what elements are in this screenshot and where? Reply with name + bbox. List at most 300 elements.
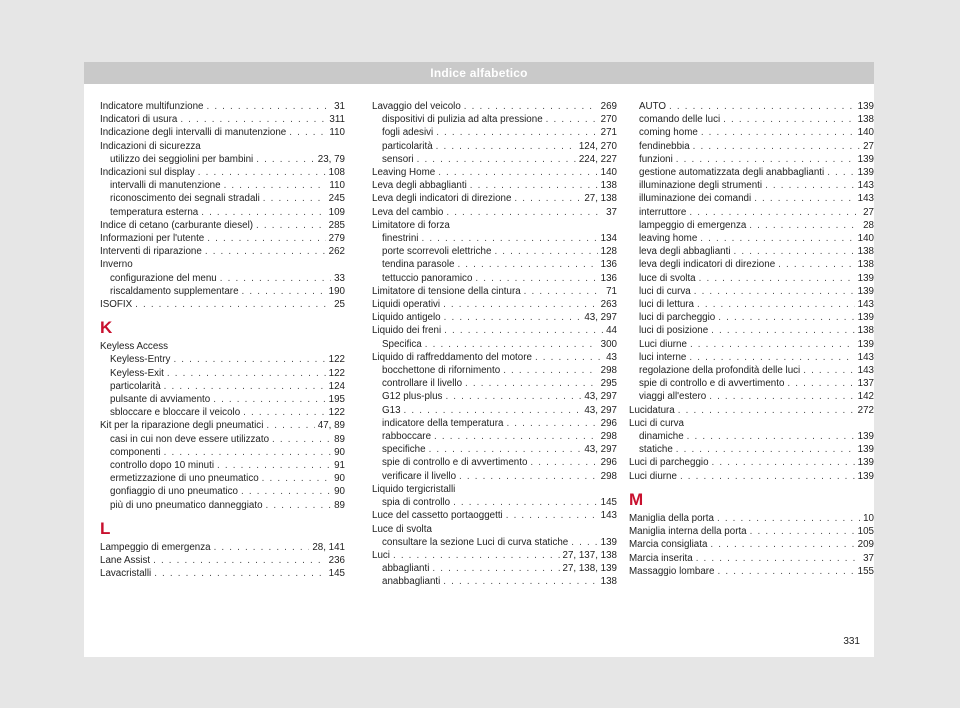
index-entry-page: 138 [857, 246, 874, 258]
dot-leader [464, 100, 598, 113]
index-subentry [372, 338, 617, 351]
index-entry-page: 298 [600, 365, 617, 377]
index-entry-page: 124 [328, 380, 345, 392]
index-heading: Luci di curva [629, 417, 684, 429]
index-entry-label: Liquidi operativi [372, 299, 441, 311]
index-entry [100, 541, 345, 554]
dot-leader [443, 575, 597, 588]
dot-leader [393, 549, 560, 562]
index-entry-label: porte scorrevoli elettriche [382, 246, 492, 258]
index-entry [100, 232, 345, 245]
dot-leader [164, 380, 326, 393]
index-entry-page: 138 [857, 259, 874, 271]
index-subentry [372, 390, 617, 403]
index-section-letter: M [629, 489, 644, 509]
index-entry-label: Luci diurne [639, 338, 687, 350]
index-entry-label: leaving home [639, 233, 698, 245]
index-entry-page: 136 [600, 272, 617, 284]
index-entry-label: luci interne [639, 351, 687, 363]
index-entry-page: 143 [857, 365, 874, 377]
index-entry-label: Indicatori di usura [100, 114, 178, 126]
dot-leader [694, 285, 855, 298]
index-entry-label: Lavacristalli [100, 568, 152, 580]
index-heading: Inverno [100, 259, 133, 271]
dot-leader [711, 324, 854, 337]
index-entry-page: 90 [334, 486, 345, 498]
index-entry-label: Lampeggio di emergenza [100, 541, 211, 553]
index-entry-label: statiche [639, 444, 673, 456]
dot-leader [457, 258, 597, 271]
index-entry-page: 27 [863, 206, 874, 218]
index-entry-label: Interventi di riparazione [100, 246, 202, 258]
index-subentry [100, 353, 345, 366]
index-entry-page: 270 [600, 114, 617, 126]
index-entry-label: controllo dopo 10 minuti [110, 460, 215, 472]
dot-leader [444, 311, 582, 324]
index-subentry [629, 272, 874, 285]
index-entry-label: luci di parcheggio [639, 312, 716, 324]
index-entry-page: 105 [857, 526, 874, 538]
index-entry-label: dinamiche [639, 431, 684, 443]
dot-leader [417, 153, 576, 166]
index-subentry [629, 311, 874, 324]
dot-leader [765, 179, 855, 192]
index-entry-page: 91 [334, 460, 345, 472]
index-entry-label: verificare il livello [382, 470, 457, 482]
index-entry-page: 43, 297 [584, 404, 617, 416]
dot-leader [436, 126, 597, 139]
index-entry-label: illuminazione dei comandi [639, 193, 752, 205]
dot-leader [438, 166, 597, 179]
index-entry-page: 139 [600, 536, 617, 548]
index-entry-page: 269 [600, 101, 617, 112]
index-entry-label: Leva degli abbaglianti [372, 180, 467, 192]
index-entry-label: Indice di cetano (carburante diesel) [100, 219, 254, 231]
dot-leader [676, 153, 855, 166]
dot-leader [717, 512, 860, 525]
dot-leader [754, 192, 854, 205]
index-entry-label: regolazione della profondità delle luci [639, 365, 801, 377]
index-heading: Liquido tergicristalli [372, 483, 456, 495]
dot-leader [429, 443, 582, 456]
dot-leader [514, 192, 581, 205]
index-entry-page: 33 [334, 272, 345, 284]
index-entry-label: Kit per la riparazione degli pneumatici [100, 420, 264, 432]
dot-leader [524, 285, 603, 298]
index-entry-page: 209 [857, 539, 874, 551]
index-entry-page: 44 [606, 325, 617, 337]
index-subentry [629, 179, 874, 192]
index-entry [629, 525, 874, 538]
dot-leader [214, 541, 310, 554]
index-entry-page: 295 [600, 378, 617, 390]
index-entry-label: Keyless-Exit [110, 367, 164, 379]
index-entry-label: leva degli abbaglianti [639, 246, 731, 258]
index-entry [100, 419, 345, 432]
dot-leader [803, 364, 854, 377]
index-entry-label: Lucidatura [629, 404, 675, 416]
index-subentry [629, 364, 874, 377]
index-column-2 [372, 100, 617, 589]
index-entry-label: Luci diurne [629, 470, 677, 482]
index-entry-page: 25 [334, 299, 345, 311]
dot-leader [434, 430, 598, 443]
index-subentry [629, 100, 874, 113]
index-entry-page: 139 [857, 431, 874, 443]
dot-leader [459, 470, 598, 483]
index-subentry [372, 364, 617, 377]
index-entry-label: leva degli indicatori di direzione [639, 259, 776, 271]
index-column-1 [100, 100, 345, 581]
index-subentry [372, 443, 617, 456]
index-subentry [100, 285, 345, 298]
index-entry-page: 262 [328, 246, 345, 258]
dot-leader [241, 485, 331, 498]
index-heading: Keyless Access [100, 341, 169, 353]
index-entry-page: 279 [328, 233, 345, 245]
index-entry-label: gonfiaggio di uno pneumatico [110, 486, 239, 498]
index-entry-label: Marcia inserita [629, 552, 693, 564]
index-subentry [372, 456, 617, 469]
dot-leader [167, 367, 326, 380]
dot-leader [749, 219, 860, 232]
index-heading: Indicazioni di sicurezza [100, 140, 201, 152]
index-entry-page: 23, 79 [317, 153, 345, 165]
index-subentry [372, 272, 617, 285]
dot-leader [206, 100, 331, 113]
index-entry-page: 143 [857, 180, 874, 192]
index-entry-page: 27, 138 [584, 193, 617, 205]
index-subentry [372, 153, 617, 166]
index-entry-label: G13 [382, 404, 401, 416]
dot-leader [205, 245, 326, 258]
index-subentry [100, 380, 345, 393]
index-entry-page: 139 [857, 153, 874, 165]
index-entry-label: comando delle luci [639, 114, 721, 126]
dot-leader [453, 496, 598, 509]
index-entry-page: 143 [857, 193, 874, 205]
dot-leader [154, 567, 325, 580]
dot-leader [201, 206, 325, 219]
page-title: Indice alfabetico [430, 66, 528, 80]
index-entry-label: indicatore della temperatura [382, 417, 504, 429]
index-entry-label: ISOFIX [100, 299, 133, 311]
index-entry [372, 285, 617, 298]
dot-leader [164, 446, 331, 459]
dot-leader [696, 552, 860, 565]
index-entry [100, 166, 345, 179]
dot-leader [535, 351, 603, 364]
index-entry-page: 37 [606, 206, 617, 218]
dot-leader [506, 417, 597, 430]
dot-leader [827, 166, 854, 179]
index-entry-page: 298 [600, 431, 617, 443]
dot-leader [217, 459, 331, 472]
index-entry-label: Luci [372, 549, 390, 561]
index-entry-label: Indicazione degli intervalli di manutenzione [100, 127, 287, 139]
index-entry-label: bocchettone di rifornimento [382, 365, 501, 377]
index-entry-label: Lane Assist [100, 555, 151, 567]
dot-leader [243, 406, 325, 419]
index-entry-label: Informazioni per l'utente [100, 233, 205, 245]
index-entry-page: 71 [606, 285, 617, 297]
index-subentry [372, 140, 617, 153]
index-entry-page: 140 [857, 233, 874, 245]
dot-leader [571, 536, 597, 549]
index-entry-page: 27, 137, 138 [562, 549, 617, 561]
index-entry-page: 245 [328, 193, 345, 205]
dot-leader [436, 140, 576, 153]
index-entry-page: 134 [600, 233, 617, 245]
index-subentry [629, 390, 874, 403]
index-entry-page: 139 [857, 167, 874, 179]
index-entry-page: 143 [857, 299, 874, 311]
dot-leader [213, 393, 325, 406]
index-entry [629, 552, 874, 565]
index-entry-label: Luce del cassetto portaoggetti [372, 510, 503, 522]
index-entry-page: 143 [857, 351, 874, 363]
dot-leader [475, 272, 597, 285]
index-entry [372, 206, 617, 219]
index-entry-page: 145 [328, 568, 345, 580]
index-entry-page: 139 [857, 101, 874, 112]
index-subentry [372, 536, 617, 549]
index-subentry [100, 179, 345, 192]
index-entry-page: 122 [328, 407, 345, 419]
dot-leader [669, 100, 855, 113]
dot-leader [676, 443, 855, 456]
index-entry-page: 285 [328, 219, 345, 231]
index-entry-page: 296 [600, 457, 617, 469]
dot-leader [404, 404, 582, 417]
index-subentry [372, 232, 617, 245]
index-entry-page: 271 [600, 127, 617, 139]
dot-leader [678, 404, 855, 417]
dot-leader [262, 472, 331, 485]
index-entry [629, 538, 874, 551]
index-entry [372, 192, 617, 205]
index-entry-label: sbloccare e bloccare il veicolo [110, 407, 241, 419]
index-entry-page: 90 [334, 473, 345, 485]
index-entry-page: 10 [863, 512, 874, 524]
dot-leader [256, 153, 315, 166]
index-subentry [100, 367, 345, 380]
index-entry-label: utilizzo dei seggiolini per bambini [110, 153, 254, 165]
index-entry-label: Limitatore di tensione della cintura [372, 285, 521, 297]
index-subentry [629, 285, 874, 298]
index-entry-page: 298 [600, 470, 617, 482]
index-entry-label: rabboccare [382, 431, 432, 443]
index-entry-page: 122 [328, 367, 345, 379]
index-entry [100, 100, 345, 113]
index-entry-page: 136 [600, 259, 617, 271]
dot-leader [710, 538, 854, 551]
index-entry [100, 113, 345, 126]
index-entry-label: luci di posizione [639, 325, 709, 337]
index-entry-label: spie di controllo e di avvertimento [382, 457, 528, 469]
index-entry-label: Leva degli indicatori di direzione [372, 193, 512, 205]
dot-leader [712, 456, 855, 469]
index-entry-page: 155 [857, 565, 874, 577]
index-entry-label: Maniglia interna della porta [629, 526, 747, 538]
index-subentry [629, 351, 874, 364]
dot-leader [266, 499, 332, 512]
index-entry [372, 179, 617, 192]
index-entry-label: ermetizzazione di uno pneumatico [110, 473, 259, 485]
index-entry-label: Liquido di raffreddamento del motore [372, 351, 532, 363]
index-subentry [629, 206, 874, 219]
dot-leader [198, 166, 326, 179]
dot-leader [173, 353, 325, 366]
index-entry-label: anabbaglianti [382, 576, 441, 588]
index-entry [100, 554, 345, 567]
index-subentry [629, 258, 874, 271]
dot-leader [266, 419, 314, 432]
index-subentry [372, 430, 617, 443]
index-entry-label: gestione automatizzata degli anabbaglianti [639, 167, 825, 179]
index-entry-page: 109 [328, 206, 345, 218]
index-entry-page: 236 [328, 555, 345, 567]
index-entry [372, 100, 617, 113]
dot-leader [444, 324, 603, 337]
dot-leader [256, 219, 326, 232]
index-subentry [100, 433, 345, 446]
page-number: 331 [843, 636, 860, 647]
index-entry-label: casi in cui non deve essere utilizzato [110, 433, 270, 445]
dot-leader [687, 430, 855, 443]
dot-leader [207, 232, 325, 245]
index-subentry [372, 417, 617, 430]
index-entry-page: 224, 227 [578, 153, 617, 165]
dot-leader [180, 113, 326, 126]
index-entry-label: Indicatore multifunzione [100, 101, 204, 112]
dot-leader [750, 525, 855, 538]
dot-leader [242, 285, 326, 298]
dot-leader [263, 192, 326, 205]
index-subentry [629, 298, 874, 311]
dot-leader [718, 311, 854, 324]
index-entry [372, 509, 617, 522]
dot-leader [421, 232, 597, 245]
index-column-3 [629, 100, 874, 578]
dot-leader [224, 179, 327, 192]
index-entry-label: Maniglia della porta [629, 512, 714, 524]
index-entry-label: finestrini [382, 233, 419, 245]
index-entry-page: 139 [857, 338, 874, 350]
index-entry-label: particolarità [110, 380, 161, 392]
dot-leader [689, 351, 854, 364]
index-entry-label: riscaldamento supplementare [110, 285, 239, 297]
index-page [84, 62, 874, 657]
index-subentry [629, 166, 874, 179]
index-subentry [629, 113, 874, 126]
index-entry [372, 311, 617, 324]
index-entry [629, 512, 874, 525]
index-entry-label: AUTO [639, 101, 667, 112]
index-entry-page: 139 [857, 470, 874, 482]
index-entry-label: sensori [382, 153, 414, 165]
index-subentry [629, 430, 874, 443]
dot-leader [693, 140, 860, 153]
dot-leader [494, 245, 597, 258]
dot-leader [470, 179, 598, 192]
index-subentry [100, 393, 345, 406]
index-entry-label: fendinebbia [639, 140, 690, 152]
index-entry-page: 300 [600, 338, 617, 350]
index-entry [372, 351, 617, 364]
index-subentry [100, 272, 345, 285]
index-subentry [100, 192, 345, 205]
dot-leader [446, 206, 603, 219]
index-subentry [372, 258, 617, 271]
dot-leader [701, 126, 855, 139]
index-entry-label: luce di svolta [639, 272, 696, 284]
index-entry-label: particolarità [382, 140, 433, 152]
index-entry-page: 140 [600, 167, 617, 179]
index-entry [100, 126, 345, 139]
index-entry-page: 139 [857, 312, 874, 324]
index-entry-label: spie di controllo e di avvertimento [639, 378, 785, 390]
index-entry-label: fogli adesivi [382, 127, 434, 139]
index-entry-page: 43, 297 [584, 391, 617, 403]
index-subentry [100, 499, 345, 512]
dot-leader [425, 338, 598, 351]
index-entry-label: temperatura esterna [110, 206, 199, 218]
index-heading: Limitatore di forza [372, 219, 450, 231]
index-section-letter: L [100, 518, 111, 538]
index-entry-page: 27, 138, 139 [562, 563, 617, 575]
index-entry-label: Massaggio lombare [629, 565, 715, 577]
index-entry-page: 43, 297 [584, 444, 617, 456]
index-entry-page: 128 [600, 246, 617, 258]
index-entry [629, 456, 874, 469]
index-subentry [100, 406, 345, 419]
index-entry-page: 28, 141 [312, 541, 345, 553]
index-entry-label: Indicazioni sul display [100, 167, 195, 179]
index-entry-page: 296 [600, 417, 617, 429]
index-entry-page: 43, 297 [584, 312, 617, 324]
index-subentry [100, 459, 345, 472]
index-entry [629, 404, 874, 417]
index-entry-label: configurazione del menu [110, 272, 217, 284]
index-section-letter: K [100, 318, 113, 338]
index-entry-label: Specifica [382, 338, 422, 350]
index-entry-page: 137 [857, 378, 874, 390]
dot-leader [135, 298, 331, 311]
index-entry [372, 549, 617, 562]
index-entry-page: 110 [329, 127, 345, 139]
index-entry-page: 47, 89 [317, 420, 345, 432]
index-subentry [100, 446, 345, 459]
index-entry [372, 324, 617, 337]
dot-leader [680, 470, 855, 483]
index-entry-page: 140 [857, 127, 874, 139]
index-subentry [372, 470, 617, 483]
index-entry-label: funzioni [639, 153, 673, 165]
index-entry-page: 124, 270 [578, 140, 617, 152]
dot-leader [272, 433, 331, 446]
index-entry-label: tendina parasole [382, 259, 455, 271]
index-entry-page: 108 [328, 167, 345, 179]
dot-leader [220, 272, 331, 285]
index-entry-label: G12 plus-plus [382, 391, 443, 403]
index-entry-label: Keyless-Entry [110, 354, 171, 366]
index-entry-page: 139 [857, 272, 874, 284]
dot-leader [546, 113, 598, 126]
index-entry-label: pulsante di avviamento [110, 394, 211, 406]
index-entry-label: interruttore [639, 206, 687, 218]
index-entry-page: 122 [328, 354, 345, 366]
